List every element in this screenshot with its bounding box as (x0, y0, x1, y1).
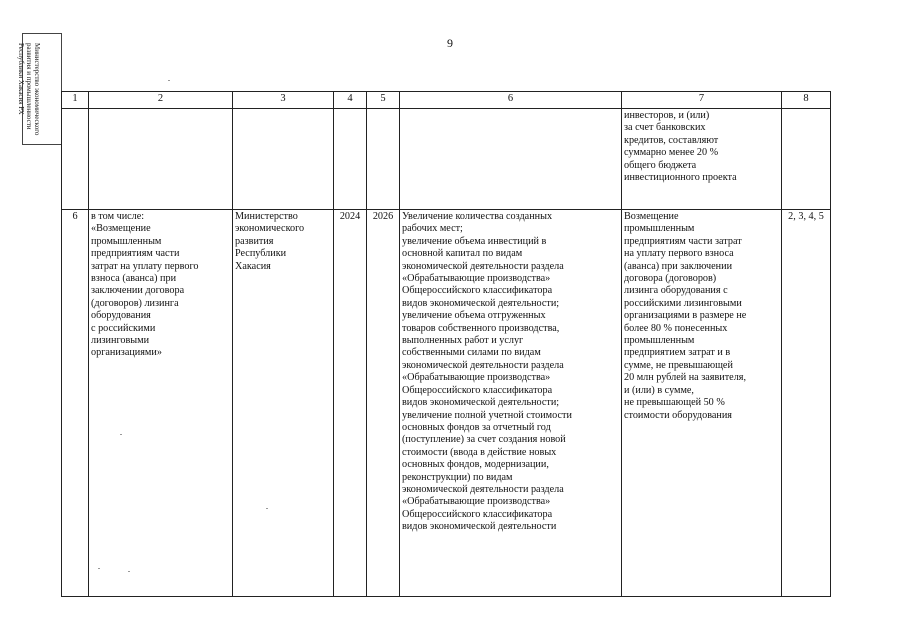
page-number: 9 (447, 36, 453, 50)
table-cell (367, 109, 400, 210)
column-header: 6 (400, 92, 622, 109)
column-header: 8 (782, 92, 831, 109)
column-header: 2 (89, 92, 233, 109)
table-cell (334, 109, 367, 210)
start-year: 2024 (334, 210, 367, 597)
responsible-executor: Министерство экономического развития Республики Хакасия (233, 210, 334, 597)
scan-speck (128, 571, 130, 572)
expected-results: Увеличение количества созданных рабочих мест; увеличение объема инвестиций в основной капитал по видам экономической деятельности раздела «Обрабатывающие производства» Общероссийского классификатора видов экономической деятельности; увеличение объема отгруженных товаров собственного производства, выполненных работ и услуг собственными силами по видам экономической деятельности раздела «Обрабатывающие производства» Общероссийского классификатора видов экономической деятельности; увеличение полной учетной стоимости основных фондов за отчетный год (поступление) за счет создания новой стоимости (ввода в действие новых основных фондов, модернизации, реконструкции) по видам экономической деятельности раздела «Обрабатывающие производства» Общероссийского классификатора видов экономической деятельности (400, 210, 622, 597)
table-row (62, 109, 831, 210)
program-measures-table (61, 91, 831, 597)
table-header-row (62, 92, 831, 109)
related-indicators: 2, 3, 4, 5 (782, 210, 831, 597)
table-cell (400, 109, 622, 210)
table-cell (782, 109, 831, 210)
table-cell (89, 109, 233, 210)
column-header: 5 (367, 92, 400, 109)
scan-speck (168, 80, 170, 81)
column-header: 7 (622, 92, 782, 109)
table-cell (233, 109, 334, 210)
scan-speck (98, 568, 100, 569)
stamp-line: Министерство экономического (33, 43, 41, 136)
column-header: 1 (62, 92, 89, 109)
column-header: 4 (334, 92, 367, 109)
stamp-line: Республики Хакасия РХ (17, 43, 25, 115)
column-header: 3 (233, 92, 334, 109)
stamp-text (17, 43, 41, 153)
row-number: 6 (62, 210, 89, 597)
measure-conditions: Возмещение промышленным предприятиям части затрат на уплату первого взноса (аванса) при заключении договора (договоров) лизинга оборудования с российскими лизинговыми организациями в размере не более 80 % понесенных промышленным предприятием затрат и в сумме, не превышающей 20 млн рублей на заявителя, и (или) в сумме, не превышающей 50 % стоимости оборудования (622, 210, 782, 597)
table-row (62, 210, 831, 597)
table-cell-conditions: инвесторов, и (или) за счет банковских кредитов, составляют суммарно менее 20 % общего бюджета инвестиционного проекта (622, 109, 782, 210)
measure-name: в том числе: «Возмещение промышленным предприятиям части затрат на уплату первого взноса (аванса) при заключении договора (договоров) лизинга оборудования с российскими лизинговыми организациями» (89, 210, 233, 597)
scan-speck (120, 434, 122, 435)
scan-speck (266, 508, 268, 509)
end-year: 2026 (367, 210, 400, 597)
stamp-line: развития и промышленности (25, 43, 33, 130)
table-cell (62, 109, 89, 210)
